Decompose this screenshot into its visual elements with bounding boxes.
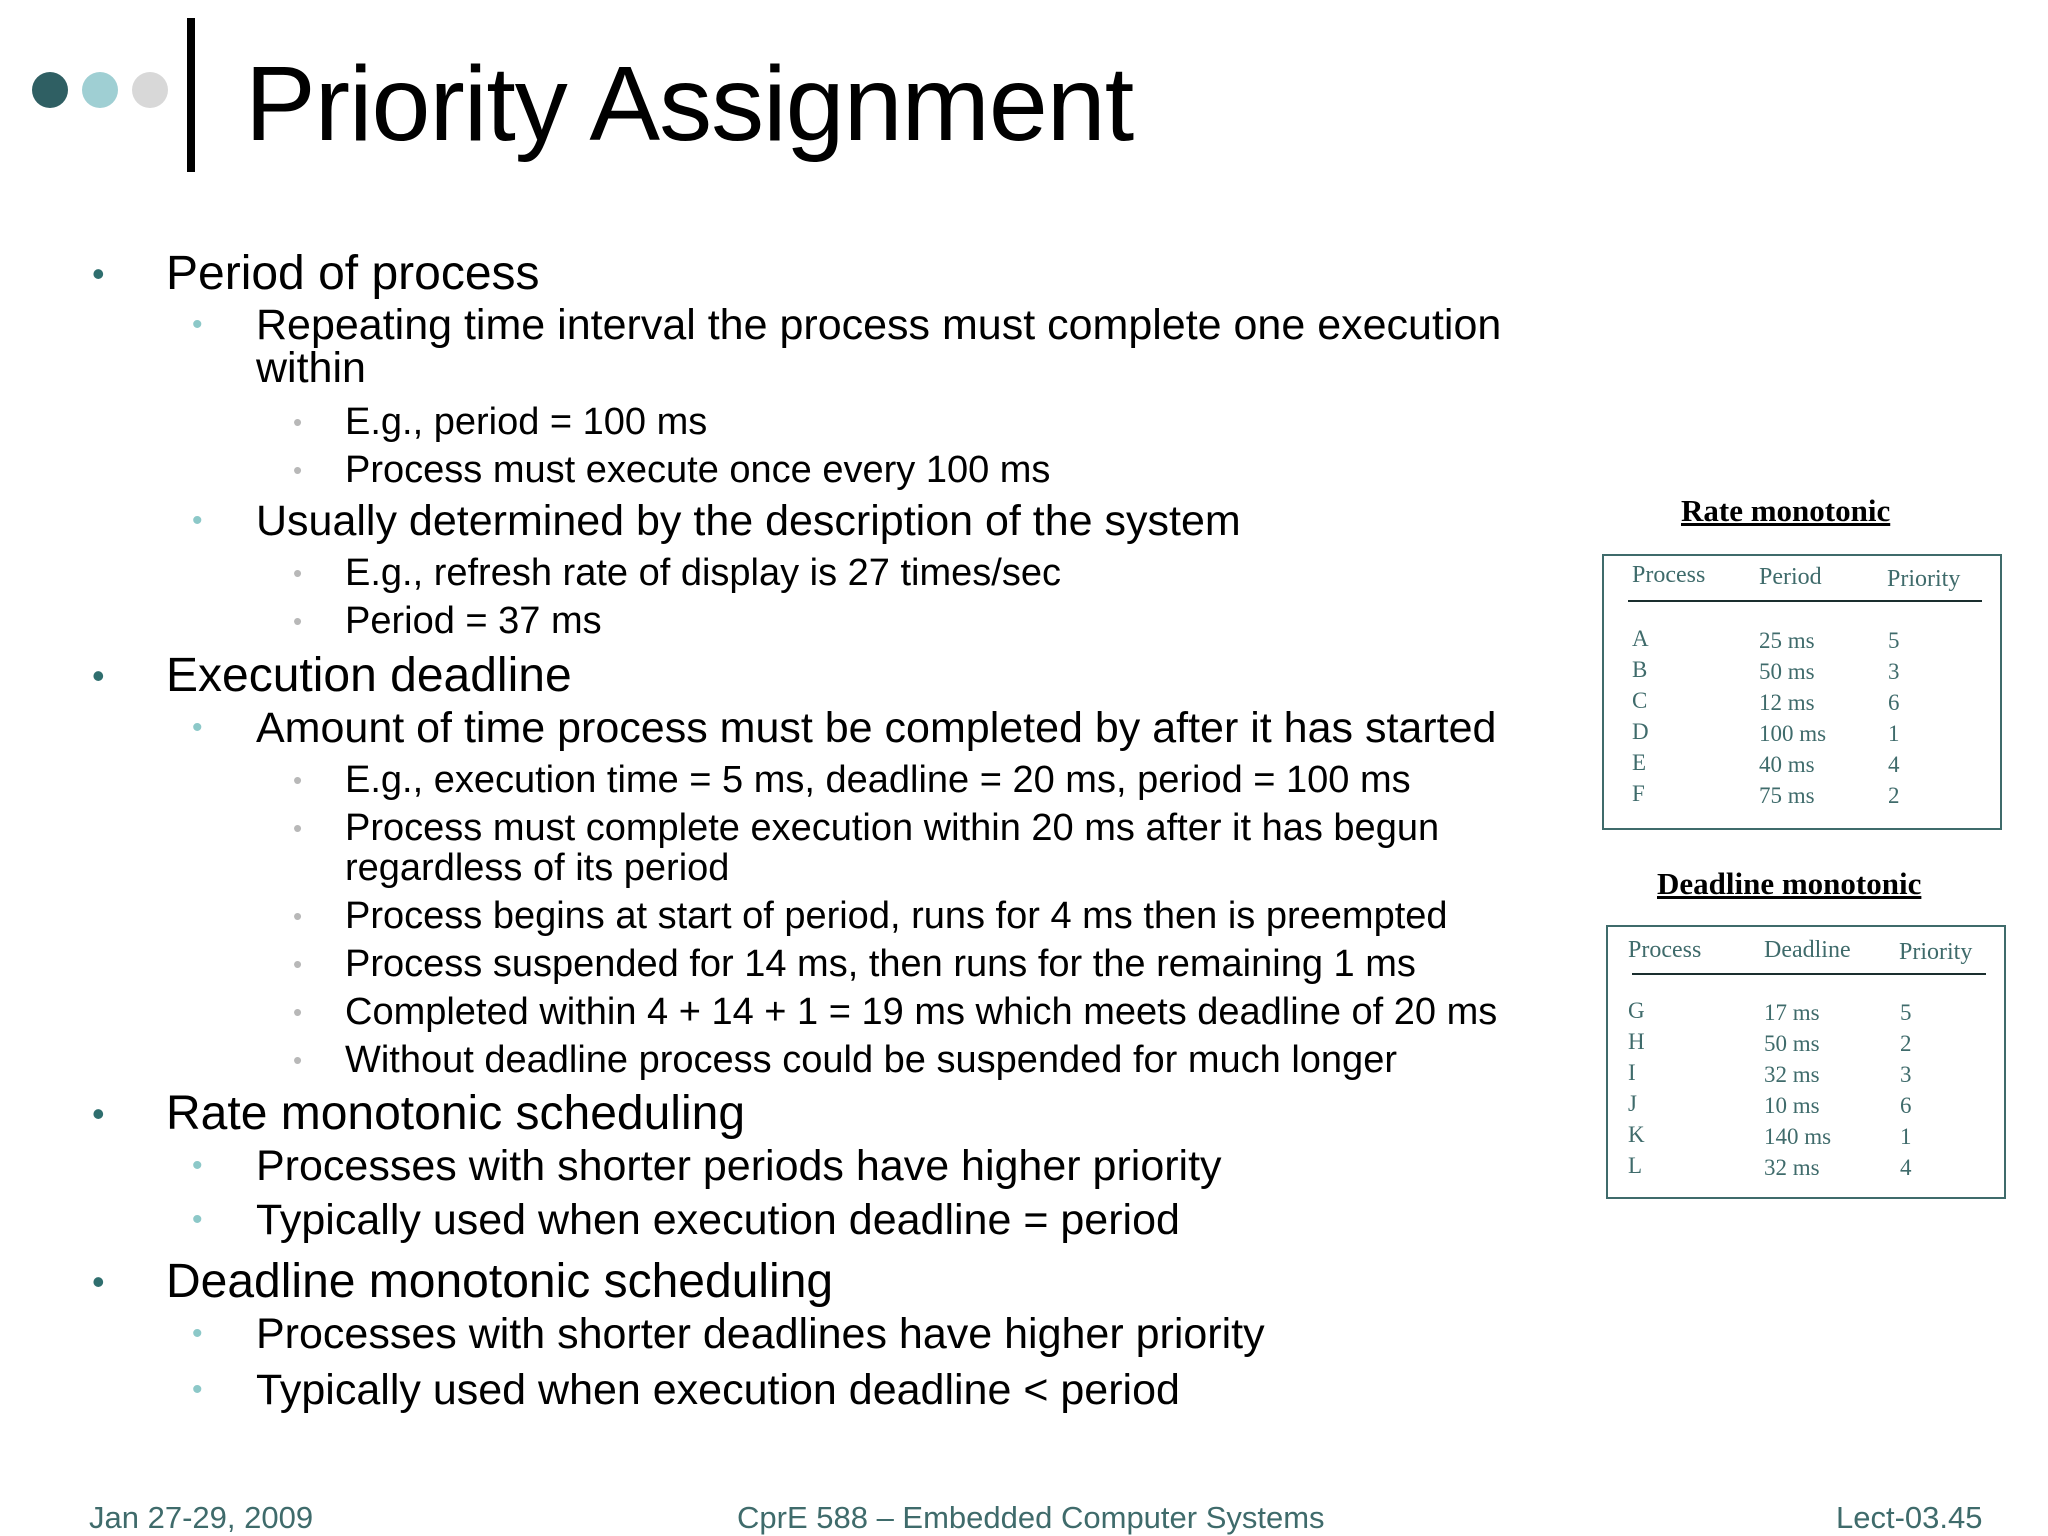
bullet-marker-icon: • <box>293 455 303 485</box>
deadline_table-header: Deadline <box>1764 937 1851 963</box>
footer-date: Jan 27-29, 2009 <box>89 1500 314 1535</box>
bullet-marker-icon: • <box>293 997 303 1027</box>
table-cell: H <box>1628 1029 1645 1054</box>
bullet-marker-icon: • <box>192 711 203 744</box>
rate_table-header: Period <box>1759 564 1822 590</box>
table-cell: J <box>1628 1091 1637 1116</box>
bullet-text: E.g., execution time = 5 ms, deadline = 20 ms, period = 100 ms <box>345 759 1411 801</box>
bullet-text: Process must execute once every 100 ms <box>345 449 1051 491</box>
dark-dot-icon <box>32 72 68 108</box>
bullet-marker-icon: • <box>293 558 303 588</box>
bullet-level-3 <box>293 943 1416 985</box>
bullet-text: Completed within 4 + 14 + 1 = 19 ms which meets deadline of 20 ms <box>345 991 1498 1033</box>
bullet-text: Period of process <box>166 247 540 300</box>
bullet-marker-icon: • <box>192 1317 203 1350</box>
bullet-text: Rate monotonic scheduling <box>166 1087 746 1140</box>
table-cell: C <box>1632 688 1648 713</box>
footer-course: CprE 588 – Embedded Computer Systems <box>737 1500 1325 1535</box>
table-cell: 6 <box>1888 690 1900 715</box>
deadline-monotonic-table <box>1606 925 2006 1199</box>
bullet-level-2 <box>192 1310 1265 1358</box>
title-divider <box>187 18 195 172</box>
table-cell: 1 <box>1888 721 1900 746</box>
bullet-marker-icon: • <box>293 1045 303 1075</box>
deadline_table-header: Priority <box>1899 939 1973 965</box>
table-cell: 5 <box>1900 1000 1912 1025</box>
table-cell: 4 <box>1900 1155 1912 1180</box>
bullet-level-3 <box>293 552 1061 594</box>
rate-table-title: Rate monotonic <box>1681 493 1891 528</box>
bullet-level-3 <box>293 807 1440 849</box>
bullet-level-1 <box>92 1255 834 1309</box>
footer-page-number: Lect-03.45 <box>1836 1500 1983 1535</box>
bullet-text: Typically used when execution deadline = period <box>256 1196 1180 1244</box>
table-cell: 4 <box>1888 752 1900 777</box>
bullet-marker-icon: • <box>92 253 105 294</box>
table-cell: 3 <box>1888 659 1900 684</box>
rate-monotonic-table <box>1602 554 2002 830</box>
bullet-marker-icon: • <box>293 901 303 931</box>
bullet-marker-icon: • <box>92 655 105 696</box>
header-rule <box>1632 973 1986 975</box>
table-cell: 50 ms <box>1764 1031 1820 1056</box>
light-dot-icon <box>82 72 118 108</box>
title-decoration-dots <box>32 72 172 108</box>
bullet-text: Repeating time interval the process must complete one execution <box>256 301 1502 349</box>
bullet-text: Execution deadline <box>166 649 572 702</box>
bullet-text: Typically used when execution deadline < period <box>256 1366 1180 1414</box>
bullet-marker-icon: • <box>192 504 203 537</box>
table-cell: F <box>1632 781 1645 806</box>
header-rule <box>1628 600 1982 602</box>
bullet-marker-icon: • <box>293 765 303 795</box>
bullet-level-3 <box>293 895 1448 937</box>
table-cell: 32 ms <box>1764 1062 1820 1087</box>
deadline-table-title: Deadline monotonic <box>1657 866 1922 901</box>
bullet-level-2 <box>192 497 1241 545</box>
rate_table-header: Priority <box>1887 566 1961 592</box>
bullet-marker-icon: • <box>293 606 303 636</box>
table-cell: 3 <box>1900 1062 1912 1087</box>
bullet-level-3 <box>293 401 708 443</box>
table-cell: E <box>1632 750 1647 775</box>
bullet-text: Deadline monotonic scheduling <box>166 1255 834 1308</box>
bullet-text: Process must complete execution within 20 ms after it has begun <box>345 807 1440 849</box>
bullet-text: Period = 37 ms <box>345 600 602 642</box>
table-cell: 6 <box>1900 1093 1912 1118</box>
table-cell: 25 ms <box>1759 628 1815 653</box>
bullet-level-3 <box>293 600 602 642</box>
bullet-text: Amount of time process must be completed by after it has started <box>256 704 1497 752</box>
bullet-text: Process begins at start of period, runs for 4 ms then is preempted <box>345 895 1448 937</box>
bullet-level-2 <box>192 704 1497 752</box>
bullet-text: regardless of its period <box>345 847 730 889</box>
bullet-level-1 <box>92 649 572 703</box>
table-cell: G <box>1628 998 1645 1023</box>
bullet-level-2 <box>256 344 366 392</box>
table-cell: 2 <box>1900 1031 1912 1056</box>
bullet-level-2 <box>192 301 1502 349</box>
table-cell: D <box>1632 719 1649 744</box>
bullet-level-2 <box>192 1366 1180 1414</box>
bullet-level-3 <box>293 991 1498 1033</box>
bullet-level-3 <box>293 759 1411 801</box>
bullet-level-2 <box>192 1196 1180 1244</box>
bullet-level-1 <box>92 247 540 301</box>
table-cell: 40 ms <box>1759 752 1815 777</box>
bullet-marker-icon: • <box>192 1149 203 1182</box>
bullet-marker-icon: • <box>192 1373 203 1406</box>
bullet-text: Usually determined by the description of the system <box>256 497 1241 545</box>
table-cell: 10 ms <box>1764 1093 1820 1118</box>
bullet-marker-icon: • <box>92 1093 105 1134</box>
table-cell: K <box>1628 1122 1645 1147</box>
table-cell: 32 ms <box>1764 1155 1820 1180</box>
bullet-level-3 <box>293 449 1051 491</box>
table-cell: 5 <box>1888 628 1900 653</box>
bullet-marker-icon: • <box>293 813 303 843</box>
table-cell: A <box>1632 626 1649 651</box>
bullet-level-2 <box>192 1142 1222 1190</box>
table-cell: B <box>1632 657 1648 682</box>
table-cell: L <box>1628 1153 1643 1178</box>
table-cell: I <box>1628 1060 1636 1085</box>
bullet-marker-icon: • <box>293 949 303 979</box>
table-cell: 2 <box>1888 783 1900 808</box>
bullet-text: Processes with shorter periods have higher priority <box>256 1142 1222 1190</box>
bullet-text: E.g., period = 100 ms <box>345 401 708 443</box>
bullet-marker-icon: • <box>92 1261 105 1302</box>
bullet-level-3 <box>293 1039 1397 1081</box>
table-cell: 17 ms <box>1764 1000 1820 1025</box>
bullet-level-1 <box>92 1087 746 1141</box>
table-cell: 1 <box>1900 1124 1912 1149</box>
bullet-text: E.g., refresh rate of display is 27 times/sec <box>345 552 1061 594</box>
table-cell: 75 ms <box>1759 783 1815 808</box>
slide-title: Priority Assignment <box>245 45 1134 163</box>
gray-dot-icon <box>132 72 168 108</box>
bullet-marker-icon: • <box>192 1203 203 1236</box>
table-cell: 140 ms <box>1764 1124 1832 1149</box>
table-cell: 50 ms <box>1759 659 1815 684</box>
bullet-text: Process suspended for 14 ms, then runs for the remaining 1 ms <box>345 943 1416 985</box>
bullet-marker-icon: • <box>192 308 203 341</box>
bullet-text: within <box>256 344 366 392</box>
rate_table-header: Process <box>1632 562 1706 588</box>
table-cell: 100 ms <box>1759 721 1827 746</box>
bullet-level-3 <box>345 849 729 888</box>
bullet-marker-icon: • <box>293 407 303 437</box>
bullet-text: Processes with shorter deadlines have higher priority <box>256 1310 1265 1358</box>
bullet-text: Without deadline process could be suspended for much longer <box>345 1039 1397 1081</box>
table-cell: 12 ms <box>1759 690 1815 715</box>
deadline_table-header: Process <box>1628 937 1702 963</box>
